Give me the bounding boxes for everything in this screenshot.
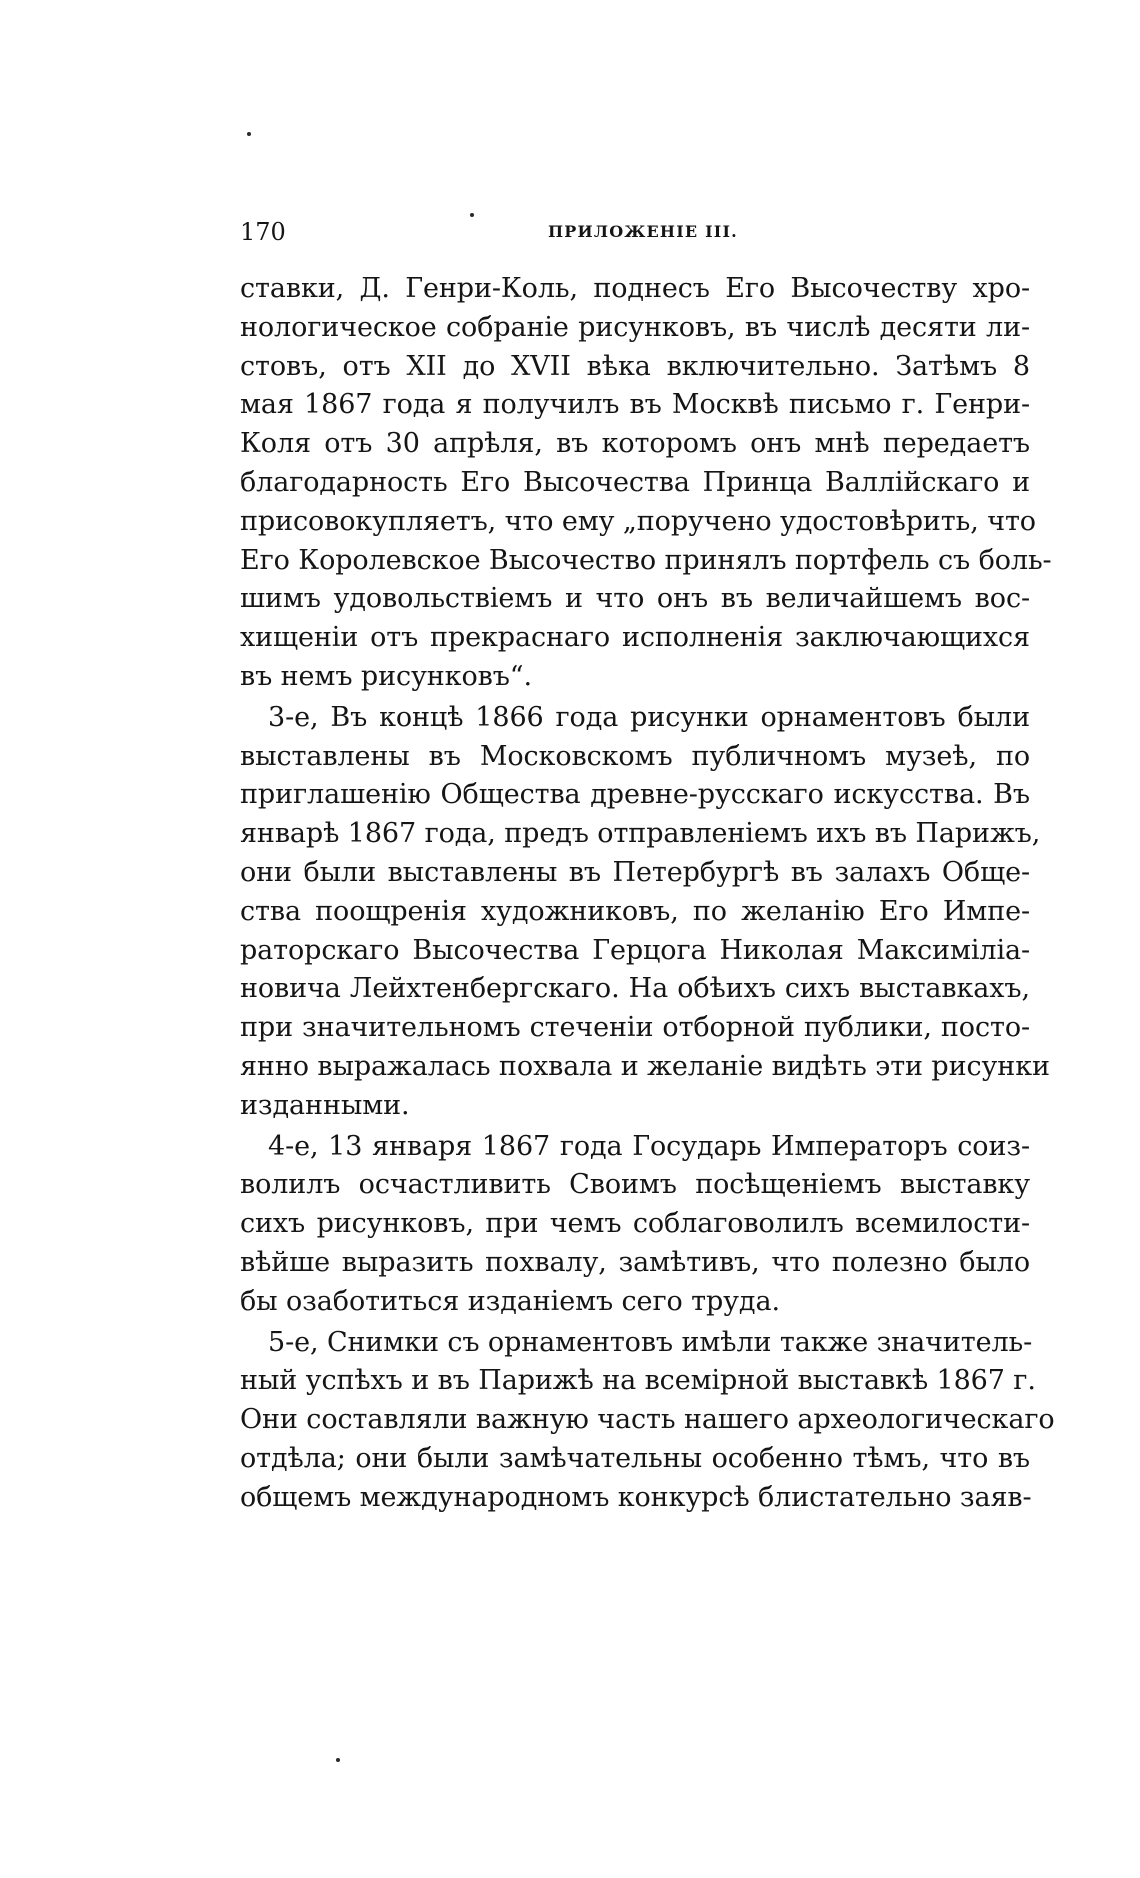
text-line: при значительномъ стеченіи отборной публики, посто- bbox=[240, 1012, 1030, 1044]
ink-speck bbox=[247, 132, 251, 136]
ink-speck bbox=[470, 213, 474, 217]
text-line: вѣйше выразить похвалу, замѣтивъ, что полезно было bbox=[240, 1246, 1030, 1278]
text-line: Коля отъ 30 апрѣля, въ которомъ онъ мнѣ передаетъ bbox=[240, 428, 1030, 460]
page-number: 170 bbox=[240, 218, 286, 246]
text-line: январѣ 1867 года, предъ отправленіемъ ихъ въ Парижъ, bbox=[240, 818, 1041, 850]
text-line: присовокупляетъ, что ему „поручено удостовѣрить, что bbox=[240, 505, 1036, 537]
running-title: ПРИЛОЖЕНІЕ III. bbox=[548, 222, 738, 241]
text-line: они были выставлены въ Петербургѣ въ залахъ Обще- bbox=[240, 856, 1030, 888]
text-line: волилъ осчастливить Своимъ посѣщеніемъ выставку bbox=[240, 1169, 1030, 1201]
text-line: новича Лейхтенбергскаго. На обѣихъ сихъ выставкахъ, bbox=[240, 973, 1030, 1005]
text-line: общемъ международномъ конкурсѣ блистательно заяв- bbox=[240, 1481, 1032, 1513]
text-line: благодарность Его Высочества Принца Валлійскаго и bbox=[240, 466, 1030, 498]
text-line: 4-е, 13 января 1867 года Государь Императоръ соиз- bbox=[268, 1130, 1030, 1162]
text-line: 5-е, Снимки съ орнаментовъ имѣли также значитель- bbox=[268, 1326, 1033, 1358]
text-line: ства поощренія художниковъ, по желанію Его Импе- bbox=[240, 895, 1030, 927]
text-line: 3-е, Въ концѣ 1866 года рисунки орнаментовъ были bbox=[268, 701, 1030, 733]
ink-speck bbox=[336, 1758, 340, 1762]
text-line: хищеніи отъ прекраснаго исполненія заключающихся bbox=[240, 622, 1030, 654]
text-line: приглашенію Общества древне-русскаго искусства. Въ bbox=[240, 779, 1030, 811]
text-line: шимъ удовольствіемъ и что онъ въ величайшемъ вос- bbox=[240, 583, 1030, 615]
text-line: въ немъ рисунковъ“. bbox=[240, 660, 532, 692]
text-line: нологическое собраніе рисунковъ, въ числѣ десяти ли- bbox=[240, 311, 1030, 343]
page-header bbox=[240, 218, 1030, 248]
text-line: раторскаго Высочества Герцога Николая Максиміліа- bbox=[240, 934, 1030, 966]
text-line: ставки, Д. Генри-Коль, поднесъ Его Высочеству хро- bbox=[240, 273, 1030, 304]
text-line: Его Королевское Высочество принялъ портфель съ боль- bbox=[240, 544, 1052, 576]
text-line: изданными. bbox=[240, 1089, 410, 1121]
text-line: отдѣла; они были замѣчательны особенно тѣмъ, что въ bbox=[240, 1442, 1030, 1474]
text-line: янно выражалась похвала и желаніе видѣть эти рисунки bbox=[240, 1050, 1050, 1082]
text-line: стовъ, отъ XII до XVII вѣка включительно. Затѣмъ 8 bbox=[240, 350, 1030, 382]
text-line: бы озаботиться изданіемъ сего труда. bbox=[240, 1285, 780, 1317]
text-line: Они составляли важную часть нашего археологическаго bbox=[240, 1404, 1055, 1436]
text-line: выставлены въ Московскомъ публичномъ музеѣ, по bbox=[240, 740, 1030, 772]
text-line: мая 1867 года я получилъ въ Москвѣ письмо г. Генри- bbox=[240, 389, 1030, 421]
body-text bbox=[240, 270, 1055, 1518]
text-line: ный успѣхъ и въ Парижѣ на всемірной выставкѣ 1867 г. bbox=[240, 1365, 1036, 1397]
text-line: сихъ рисунковъ, при чемъ соблаговолилъ всемилости- bbox=[240, 1208, 1030, 1240]
